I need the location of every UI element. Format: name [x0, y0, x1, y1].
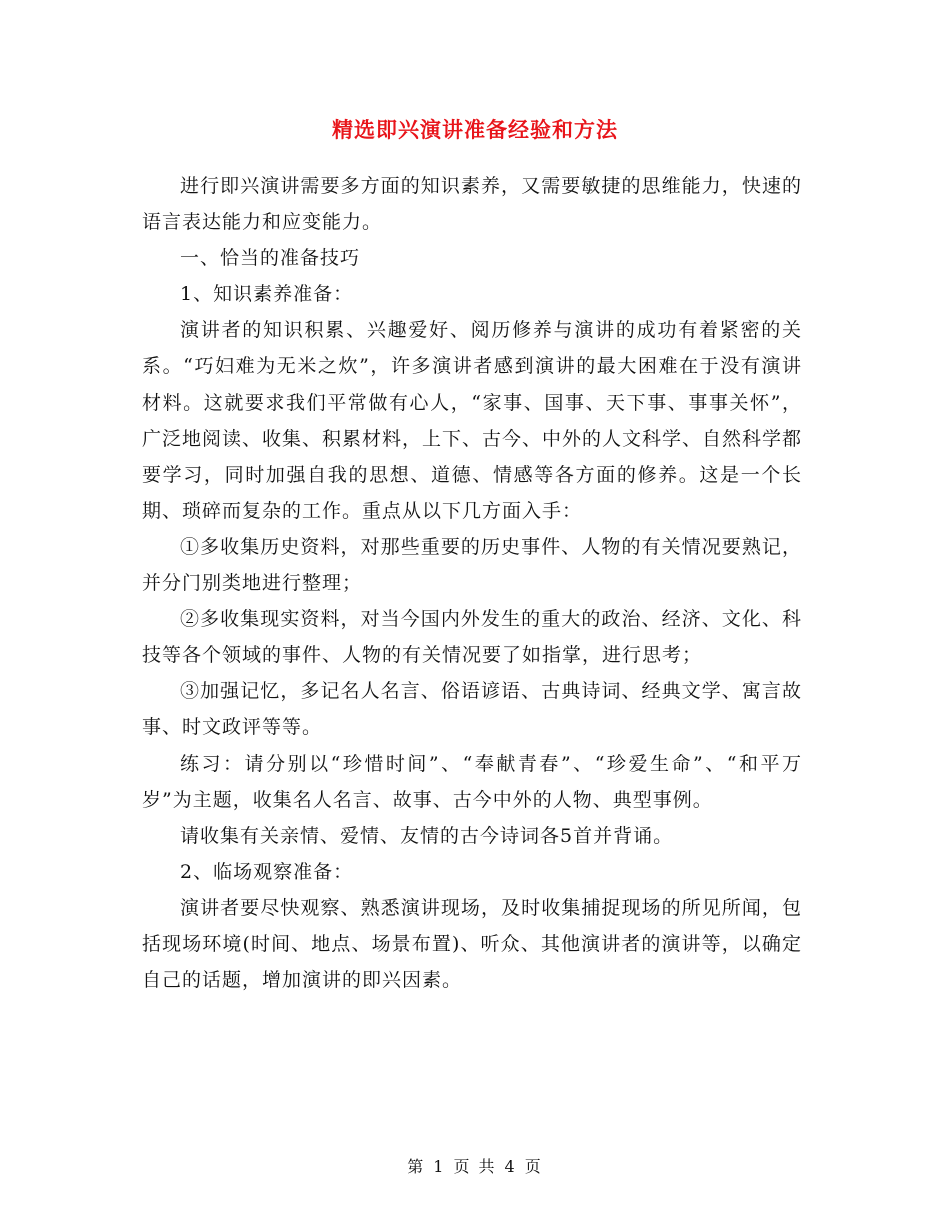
- list-item: ③加强记忆，多记名人名言、俗语谚语、古典诗词、经典文学、寓言故事、时文政评等等。: [142, 680, 802, 739]
- paragraph: 进行即兴演讲需要多方面的知识素养，又需要敏捷的思维能力，快速的语言表达能力和应变能力。: [142, 175, 802, 234]
- section-heading: 一、恰当的准备技巧: [180, 247, 361, 270]
- footer-suffix: 页: [524, 1157, 543, 1176]
- list-item: ②多收集现实资料，对当今国内外发生的重大的政治、经济、文化、科技等各个领域的事件、人物的有关情况要了如指掌，进行思考；: [142, 608, 802, 667]
- footer-prefix: 第: [407, 1157, 426, 1176]
- paragraph: 演讲者要尽快观察、熟悉演讲现场，及时收集捕捉现场的所见所闻，包括现场环境(时间、地点、场景布置)、听众、其他演讲者的演讲等，以确定自己的话题，增加演讲的即兴因素。: [142, 896, 802, 992]
- list-item: ①多收集历史资料，对那些重要的历史事件、人物的有关情况要熟记，并分门别类地进行整理；: [142, 535, 802, 595]
- paragraph: 演讲者的知识积累、兴趣爱好、阅历修养与演讲的成功有着紧密的关系。“巧妇难为无米之炊”，许多演讲者感到演讲的最大困难在于没有演讲材料。这就要求我们平常做有心人，“家事、国事、天下事、事事关怀”，广泛地阅读、收集、积累材料，上下、古今、中外的人文科学、自然科学都要学习，同时加强自我的思想、道德、情感等各方面的修养。这是一个长期、琐碎而复杂的工作。重点从以下几方面入手：: [142, 319, 803, 522]
- document-body: [142, 168, 802, 998]
- paragraph: 请收集有关亲情、爱情、友情的古今诗词各5首并背诵。: [180, 824, 674, 847]
- page-footer: [0, 1154, 950, 1177]
- footer-middle: 页 共: [453, 1157, 497, 1176]
- page-number: 1: [433, 1157, 446, 1176]
- subsection-heading: 1、知识素养准备：: [180, 283, 354, 306]
- document-title: 精选即兴演讲准备经验和方法: [332, 118, 618, 142]
- subsection-heading: 2、临场观察准备：: [180, 860, 354, 883]
- exercise-paragraph: 练习：请分别以“珍惜时间”、“奉献青春”、“珍爱生命”、“和平万岁”为主题，收集名人名言、故事、古今中外的人物、典型事例。: [142, 752, 802, 811]
- page-total: 4: [504, 1157, 517, 1176]
